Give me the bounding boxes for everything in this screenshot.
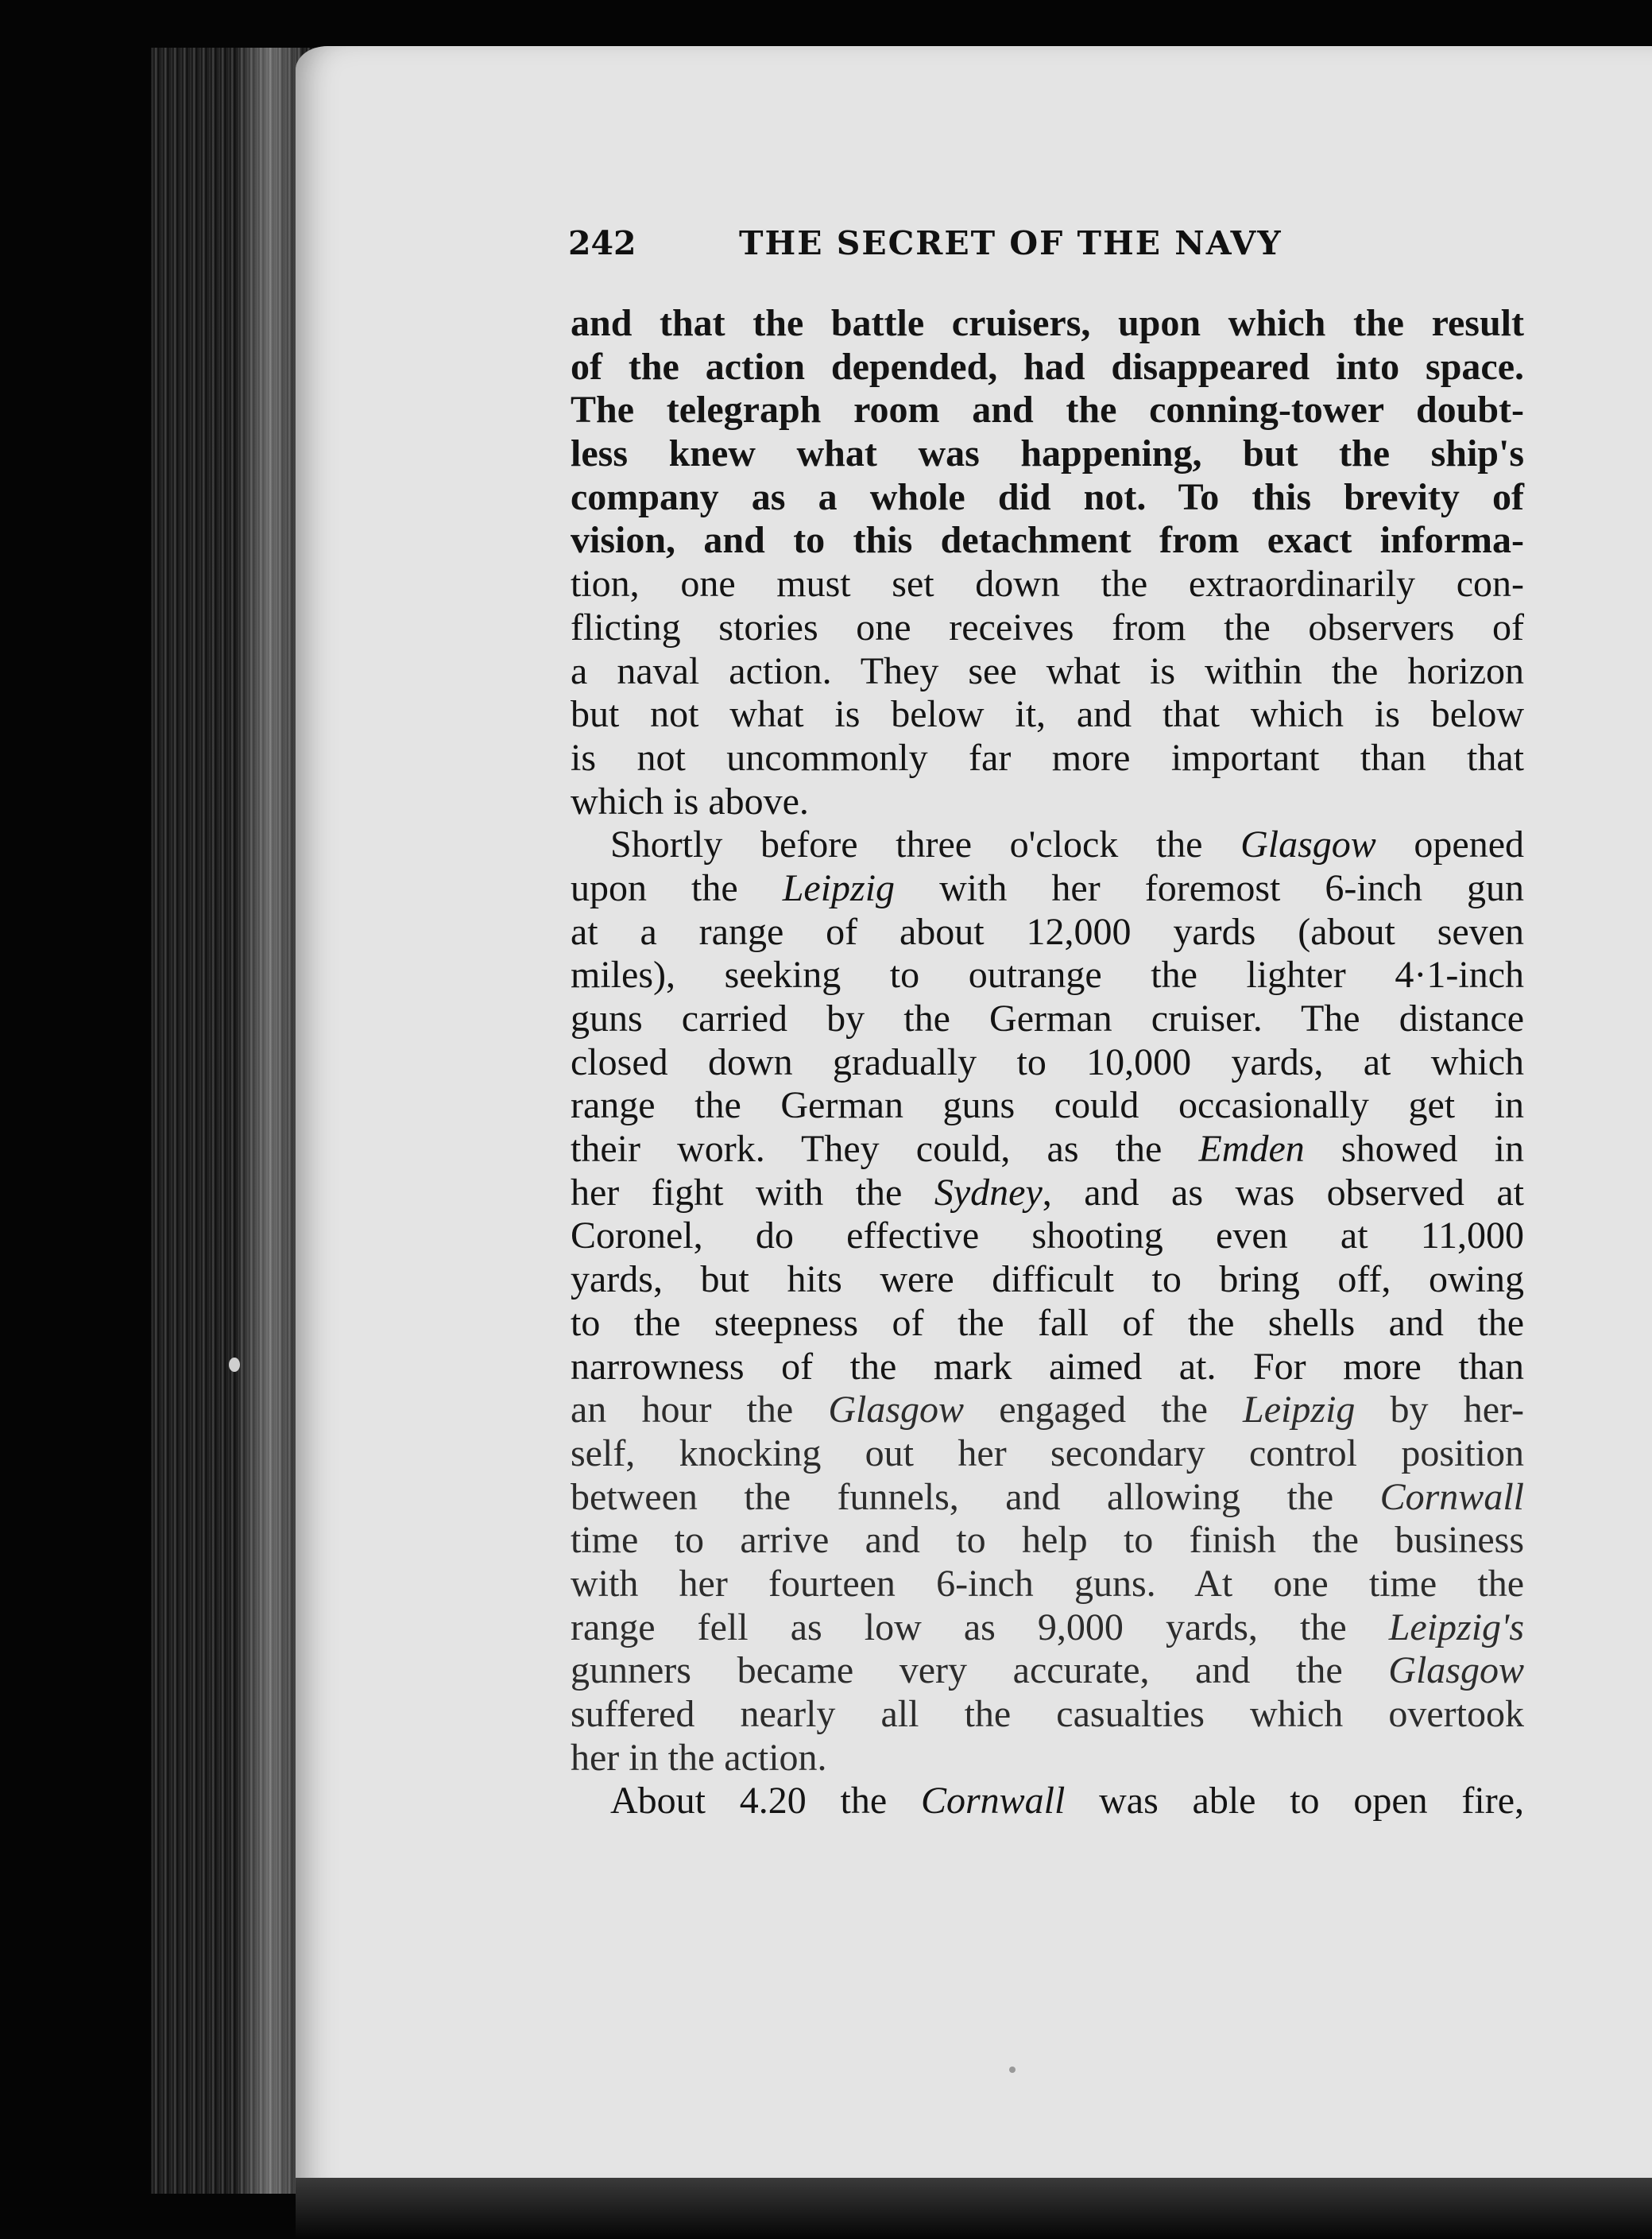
text-line: an hour the Glasgow engaged the Leipzig by her- [571,1389,1524,1431]
text-line: her fight with the Sydney, and as was observed at [571,1171,1525,1214]
book-edge-highlight [238,48,302,2194]
text-line: narrowness of the mark aimed at. For more than [571,1345,1524,1388]
text-line: range fell as low as 9,000 yards, the Leipzig's [571,1606,1524,1648]
text-line: suffered nearly all the casualties which overtook [571,1693,1524,1735]
text-line: The telegraph room and the conning-tower doubt- [571,389,1524,432]
running-head: THE SECRET OF THE NAVY [739,224,1283,262]
text-line: yards, but hits were difficult to bring off, owing [571,1258,1524,1301]
text-line: less knew what was happening, but the ship's [571,432,1524,475]
speck [1009,2067,1016,2073]
text-line: to the steepness of the fall of the shells and the [571,1301,1524,1344]
text-line: between the funnels, and allowing the Cornwall [571,1475,1524,1518]
page-header [568,224,1402,272]
text-line: with her fourteen 6-inch guns. At one time the [571,1562,1524,1605]
text-line: a naval action. They see what is within the horizon [571,649,1524,692]
text-line: guns carried by the German cruiser. The distance [571,997,1524,1040]
text-line: which is above. [571,780,809,823]
text-line: miles), seeking to outrange the lighter 4·1-inch [571,954,1524,997]
body-text [571,302,1524,1823]
text-line: About 4.20 the Cornwall was able to open fire, [610,1780,1524,1823]
text-line: is not uncommonly far more important than that [571,736,1524,779]
page-bottom-shadow [296,2178,1652,2239]
text-line: tion, one must set down the extraordinarily con- [571,563,1524,606]
text-line: Coronel, do effective shooting even at 11,000 [571,1214,1524,1257]
text-line: her in the action. [571,1736,827,1779]
text-line: range the German guns could occasionally get in [571,1084,1524,1127]
text-line: of the action depended, had disappeared into space. [571,345,1524,388]
text-line: gunners became very accurate, and the Glasgow [571,1649,1524,1692]
text-line: self, knocking out her secondary control position [571,1431,1524,1474]
text-line: upon the Leipzig with her foremost 6-inch gun [571,866,1525,909]
text-line: at a range of about 12,000 yards (about seven [571,910,1524,953]
text-line: Shortly before three o'clock the Glasgow opened [610,823,1525,866]
text-line: their work. They could, as the Emden showed in [571,1128,1525,1171]
text-line: and that the battle cruisers, upon which the result [571,302,1524,344]
speck [229,1358,240,1372]
text-line: company as a whole did not. To this brevity of [571,475,1524,518]
text-line: vision, and to this detachment from exact informa- [571,519,1524,562]
text-line: closed down gradually to 10,000 yards, at which [571,1040,1524,1083]
page-number: 242 [568,224,636,262]
text-line: time to arrive and to help to finish the business [571,1519,1524,1562]
text-line: flicting stories one receives from the observers of [571,606,1524,649]
text-line: but not what is below it, and that which is below [571,693,1524,736]
